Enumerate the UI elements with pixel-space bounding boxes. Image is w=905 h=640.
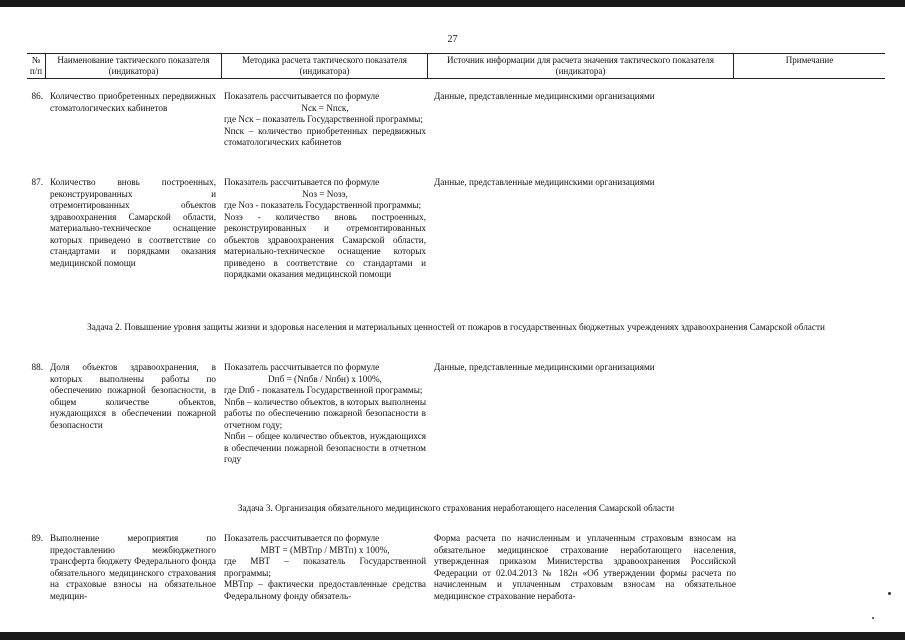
formula: Nоз = Nозэ, — [302, 188, 348, 199]
method-cell — [216, 91, 426, 149]
table-row — [27, 91, 885, 149]
header-source: Источник информации для расчета значения тактического показателя (индикатора) — [428, 54, 734, 78]
scan-bottom-border — [0, 632, 905, 640]
scan-speck — [872, 617, 874, 619]
row-number: 88. — [31, 362, 43, 372]
source-cell: Данные, представленные медицинскими организациями — [434, 362, 655, 372]
method-cell — [216, 362, 426, 466]
method-intro: Показатель рассчитывается по формуле — [224, 91, 380, 101]
header-method: Методика расчета тактического показателя (индикатора) — [222, 54, 428, 78]
formula: МВТ = (МВТпр / МВТп) x 100%, — [260, 544, 390, 555]
method-intro: Показатель рассчитывается по формуле — [224, 533, 380, 543]
source-cell: Данные, представленные медицинскими организациями — [434, 177, 655, 187]
method-line: МВТпр – фактически предоставленные средства Федеральному фонду обязатель- — [224, 579, 426, 601]
method-intro: Показатель рассчитывается по формуле — [224, 177, 380, 187]
header-note: Примечание — [785, 55, 834, 65]
row-number: 89. — [31, 533, 43, 543]
method-cell — [216, 533, 426, 602]
method-line: Nпбв – количество объектов, в которых выполнены работы по обеспечению пожарной безопасности в отчетном году; — [224, 396, 426, 430]
indicator-name: Доля объектов здравоохранения, в которых выполнены работы по обеспечению пожарной безопасности, в общем количестве объектов, нуждающихся в обеспечении пожарной безопасности — [50, 362, 216, 430]
method-cell — [216, 177, 426, 281]
scan-top-border — [0, 0, 905, 7]
source-cell: Данные, представленные медицинскими организациями — [434, 91, 655, 101]
source-cell: Форма расчета по начисленным и уплаченным страховым взносам на обязательное медицинское страхование неработающего населения, утвержденная приказом Министерства здравоохранения Российской Федерации от 02.04.2013 № 182н «Об утверждении формы расчета по начисленным и уплаченным страховым взносам на обязательное медицинское страхование неработа- — [434, 533, 736, 601]
table-row — [27, 177, 885, 281]
method-line: где Nск – показатель Государственной программы; — [224, 114, 423, 124]
header-name: Наименование тактического показателя (индикатора) — [46, 54, 222, 78]
task-heading: Задача 3. Организация обязательного медицинского страхования неработающего населения Самарской области — [237, 503, 675, 513]
indicator-name: Количество вновь построенных, реконструированных и отремонтированных объектов здравоохранения Самарской области, материально-техническое оснащение которых приведено в соответствие со стандартами и порядками оказания медицинской помощи — [50, 177, 216, 268]
scan-speck — [888, 592, 891, 595]
header-num: № п/п — [27, 54, 46, 78]
indicator-name: Количество приобретенных передвижных стоматологических кабинетов — [50, 91, 216, 113]
row-number: 87. — [31, 177, 43, 187]
table-header — [27, 53, 885, 79]
task-heading: Задача 2. Повышение уровня защиты жизни и здоровья населения и материальных ценностей от пожаров в государственных бюджетных учреждениях здравоохранения Самарской области — [87, 322, 825, 332]
method-line: где Nоз - показатель Государственной программы; — [224, 200, 422, 210]
page-number: 27 — [447, 34, 458, 45]
table-row — [27, 362, 885, 466]
method-line: Nпбн – общее количество объектов, нуждающихся в обеспечении пожарной безопасности в отчетном году — [224, 431, 426, 464]
method-line: где МВТ – показатель Государственной программы; — [224, 556, 426, 578]
table-row — [27, 533, 885, 602]
method-line: Nпск – количество приобретенных передвижных стоматологических кабинетов — [224, 125, 426, 147]
method-line: где Dпб - показатель Государственной программы; — [224, 385, 423, 395]
method-intro: Показатель рассчитывается по формуле — [224, 362, 380, 372]
row-number: 86. — [31, 91, 43, 101]
formula: Nск = Nпск, — [301, 102, 349, 113]
formula: Dпб = (Nпбв / Nпбн) x 100%, — [268, 373, 382, 384]
indicator-name: Выполнение мероприятия по предоставлению межбюджетного трансферта бюджету Федерального фонда обязательного медицинского страхования на страховые взносы на обязательное медицин- — [50, 533, 216, 601]
method-line: Nозэ - количество вновь построенных, реконструированных и отремонтированных объектов здравоохранения Самарской области, материально-техническое оснащение которых приведено в соответствие со стандартами и порядками оказания медицинской помощи — [224, 211, 426, 279]
